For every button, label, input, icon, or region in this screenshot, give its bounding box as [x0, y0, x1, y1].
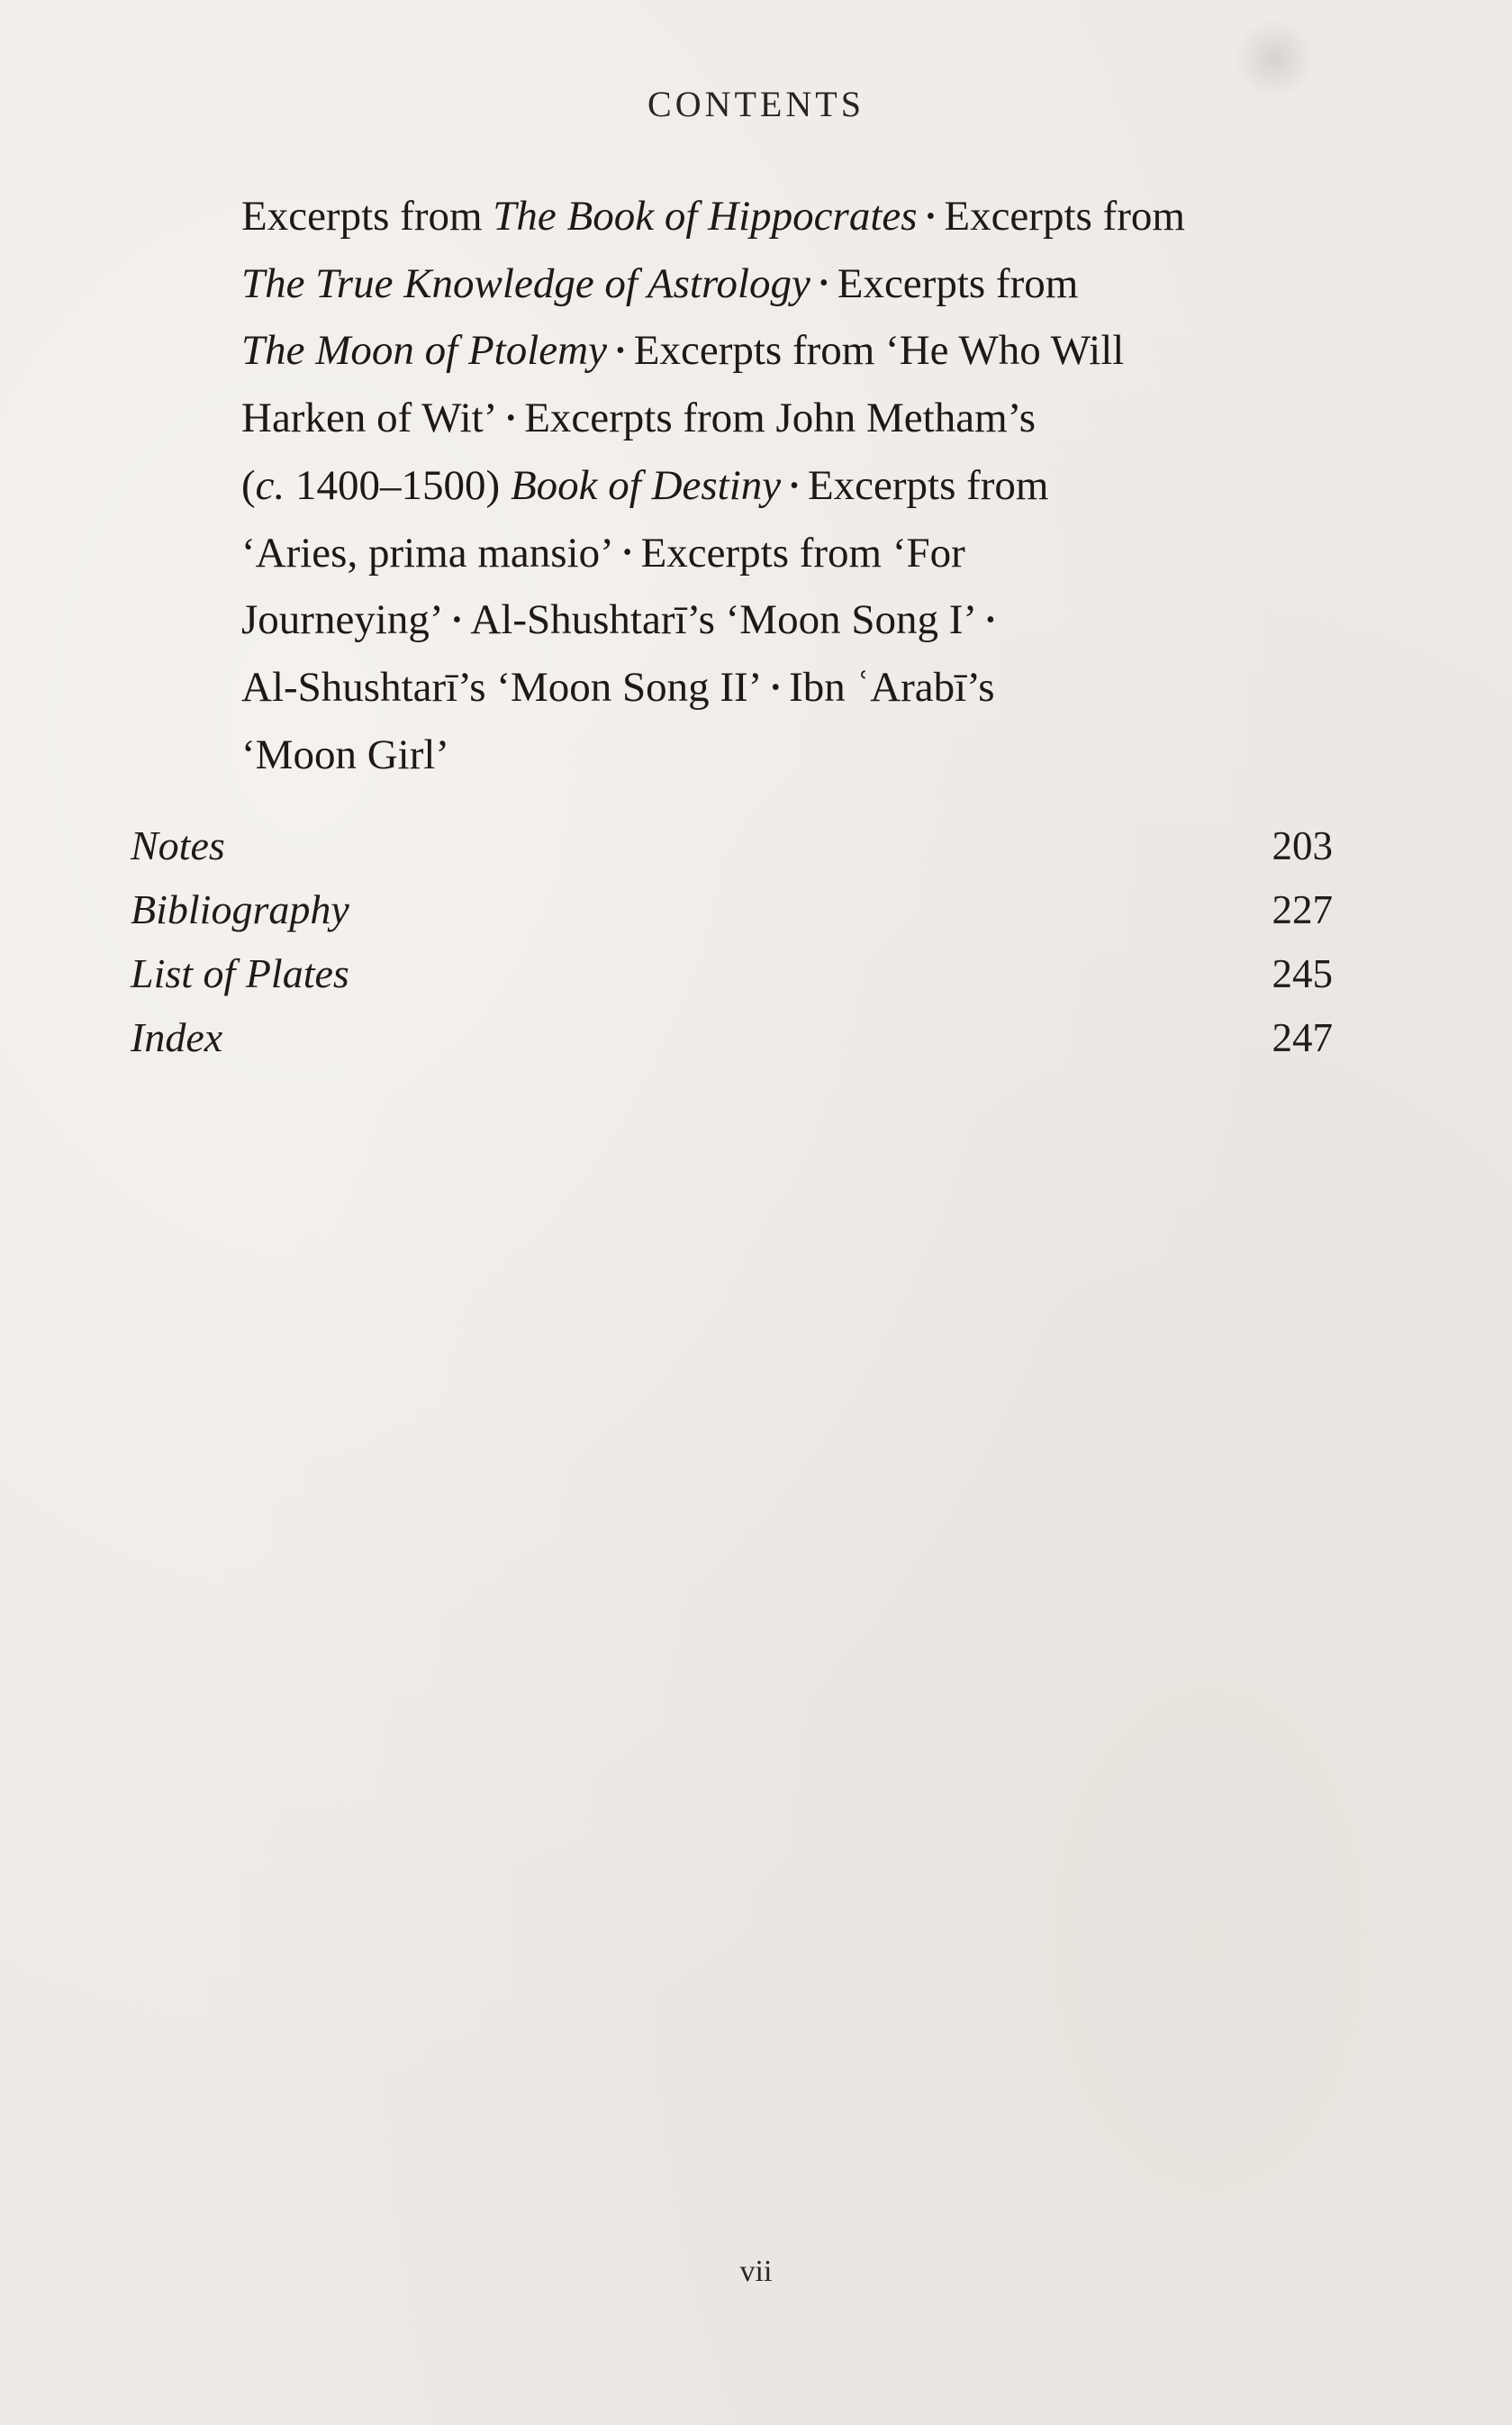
toc-entry: [131, 886, 1333, 949]
bullet-separator: •: [926, 202, 936, 231]
sub-entry-text: Excerpts from John Metham’s: [524, 395, 1036, 442]
sub-entry-line: [241, 723, 1232, 787]
bullet-separator: •: [452, 606, 462, 635]
sub-entry-line: [241, 185, 1232, 252]
toc-entry-page: 247: [1272, 1015, 1333, 1060]
sub-entry-text: 1400–1500): [285, 461, 511, 509]
sub-entry-line: [241, 454, 1232, 522]
sub-entry-italic-text: The Moon of Ptolemy: [241, 327, 607, 375]
bullet-separator: •: [790, 471, 799, 500]
toc-entry-title: Notes: [131, 822, 225, 868]
sub-entry-italic-text: c.: [255, 461, 285, 509]
toc-entry-title: Bibliography: [131, 886, 349, 932]
toc-entry-title: List of Plates: [131, 950, 349, 996]
sub-entry-text: Al-Shushtarī’s ‘Moon Song II’: [241, 664, 763, 712]
sub-entry-line: [241, 588, 1232, 656]
toc-entry-page: 245: [1272, 951, 1333, 996]
sub-entry-text: Excerpts from ‘He Who Will: [633, 327, 1125, 375]
sub-entry-text: Excerpts from: [241, 193, 493, 240]
bullet-separator: •: [819, 269, 828, 298]
sub-entry-text: Harken of Wit’: [241, 395, 498, 442]
sub-entries-paragraph: [241, 185, 1232, 787]
sub-entry-italic-text: Book of Destiny: [510, 461, 782, 509]
toc-entry-title: Index: [131, 1014, 223, 1060]
sub-entry-text: Ibn ʿArabī’s: [789, 664, 995, 712]
sub-entry-text: Excerpts from: [837, 259, 1079, 307]
sub-entry-text: Excerpts from: [944, 193, 1185, 240]
toc-entry: [131, 1013, 1333, 1077]
toc-entry-page: 227: [1272, 887, 1333, 932]
sub-entry-line: [241, 386, 1232, 454]
sub-entry-text: ‘Moon Girl’: [241, 731, 450, 778]
sub-entry-text: Al-Shushtarī’s ‘Moon Song I’: [470, 596, 978, 644]
sub-entry-text: Journeying’: [241, 596, 444, 644]
sub-entry-line: [241, 656, 1232, 723]
toc-list: [131, 822, 1333, 1077]
sub-entry-italic-text: The True Knowledge of Astrology: [241, 259, 810, 307]
sub-entry-text: ‘Aries, prima mansio’: [241, 529, 614, 577]
bullet-separator: •: [622, 539, 632, 568]
bullet-separator: •: [506, 404, 516, 432]
sub-entry-italic-text: The Book of Hippocrates: [493, 193, 918, 240]
toc-entry-page: 203: [1272, 823, 1333, 868]
sub-entry-line: [241, 319, 1232, 386]
bullet-separator: •: [771, 673, 781, 702]
sub-entry-line: [241, 522, 1232, 589]
sub-entry-text: Excerpts from: [807, 461, 1049, 509]
sub-entry-text: (: [241, 461, 256, 509]
bullet-separator: •: [615, 337, 625, 366]
page-number: vii: [739, 2255, 773, 2288]
contents-heading: CONTENTS: [647, 84, 865, 124]
sub-entry-text: Excerpts from ‘For: [640, 529, 965, 577]
toc-entry: [131, 949, 1333, 1013]
sub-entry-line: [241, 252, 1232, 320]
bullet-separator: •: [986, 606, 995, 635]
toc-entry: [131, 822, 1333, 886]
